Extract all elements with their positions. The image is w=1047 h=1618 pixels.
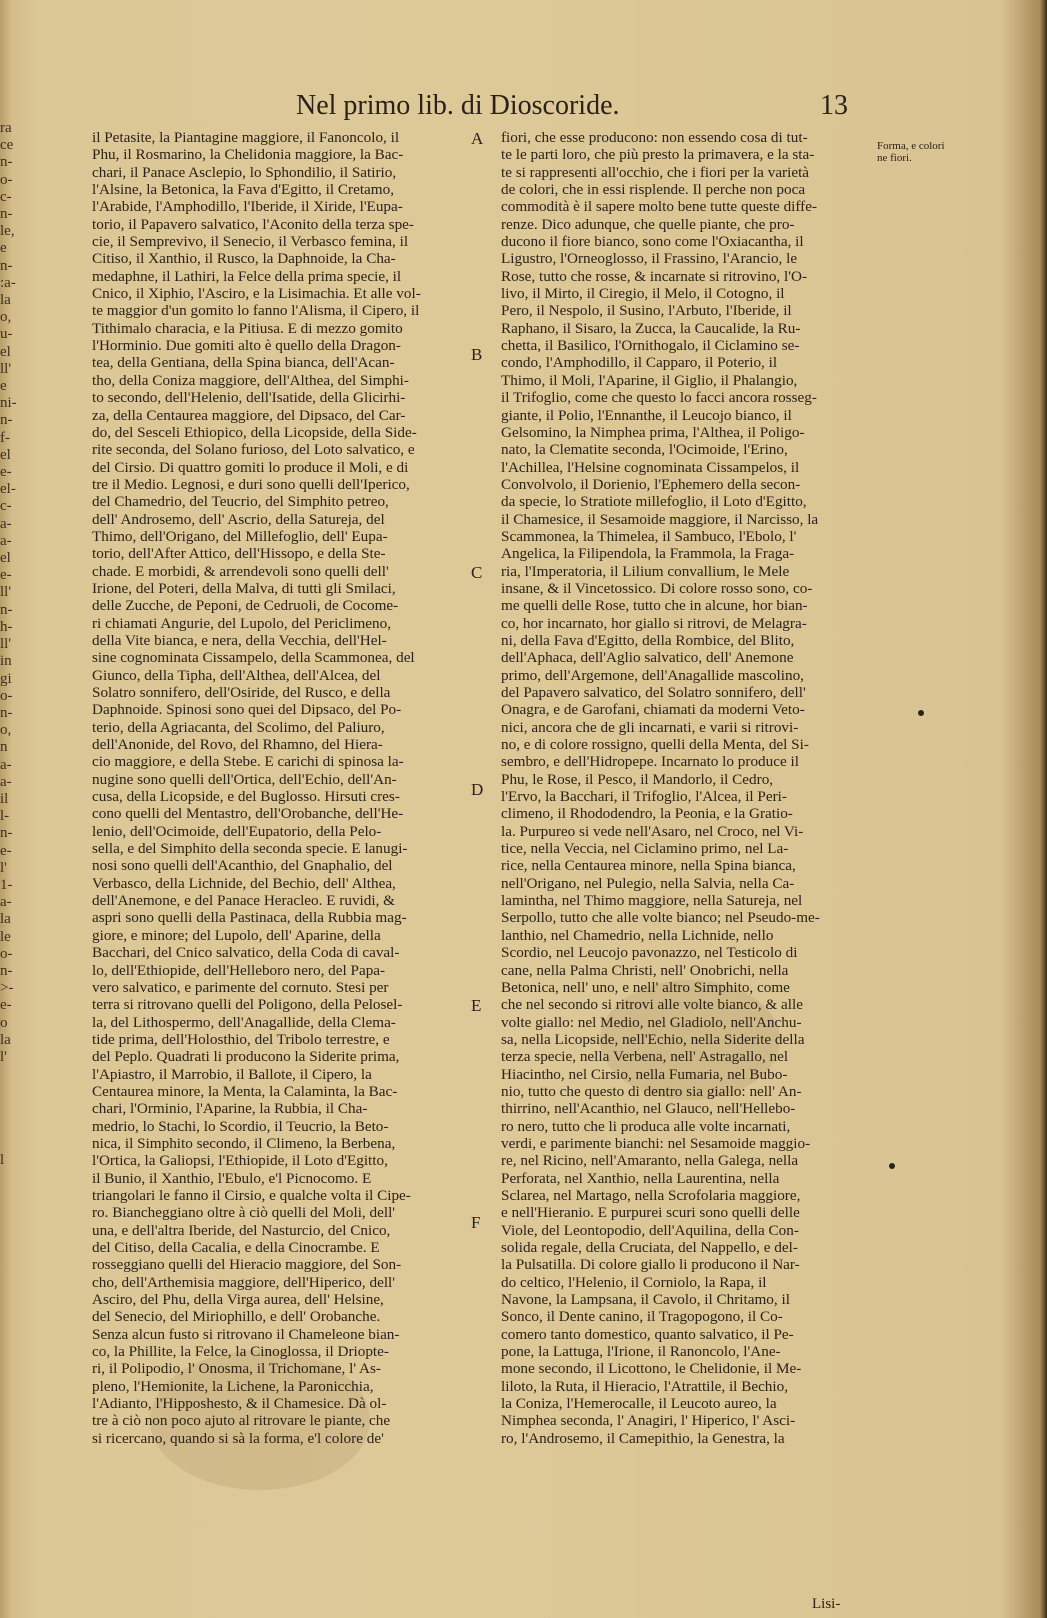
marginal-note: Forma, e colori ne fiori. xyxy=(877,140,945,164)
left-column-text: il Petasite, la Piantagine maggiore, il Fanoncolo, il Phu, il Rosmarino, la Chelidonia maggiore, la Bac- chari, il Panace Asclepio, lo Sphondilio, il Satirio, l'Alsine, la Betonica, la Fava d'Egitto, il Cretamo, l'Arabide, l'Amphodillo, l'Iberide, il Xiride, l'Eupa- torio, il Papavero salvatico, l'Aconito della terza spe- cie, il Semprevivo, il Senecio, il Verbasco femina, il Citiso, il Xanthio, il Rusco, la Daphnoide, la Cha- medaphne, il Lathiri, la Felce della prima specie, il Cnico, il Xiphio, l'Asciro, e la Lisimachia. Et alle vol- te maggior d'un gomito lo fanno l'Alisma, il Cipero, il Tithimalo characia, e la Pitiusa. E di mezzo gomito l'Horminio. Due gomiti alto è quello della Dragon- tea, della Gentiana, della Spina bianca, dell'Acan- tho, della Coniza maggiore, dell'Althea, del Simphi- to secondo, dell'Helenio, dell'Isatide, della Glicirhi- za, della Centaurea maggiore, del Dipsaco, del Car- do, del Sesceli Ethiopico, della Licopside, della Side- rite seconda, del Solano furioso, del Loto salvatico, e del Cirsio. Di quattro gomiti lo produce il Moli, e di tre il Medio. Legnosi, e duri sono quelli dell'Iperico, del Chamedrio, del Teucrio, del Simphito petreo, dell' Androsemo, dell' Ascrio, della Satureja, del Thimo, dell'Origano, del Millefoglio, dell' Eupa- torio, dell'After Attico, dell'Hissopo, e della Ste- chade. E morbidi, & arrendevoli sono quelli dell' Irione, del Poteri, della Malva, di tutti gli Smilaci, delle Zucche, de Peponi, de Cedruoli, de Cocome- ri chiamati Angurie, del Lupolo, del Periclimeno, della Vite bianca, e nera, della Vecchia, dell'Hel- sine cognominata Cissampelo, della Scammonea, del Giunco, della Tipha, dell'Althea, dell'Alcea, del Solatro sonnifero, dell'Osiride, del Rusco, e della Daphnoide. Spinosi sono quei del Dipsaco, del Po- terio, della Agriacanta, del Scolimo, del Paliuro, dell'Anonide, del Rovo, del Rhamno, del Hiera- cio maggiore, e della Stebe. E carichi di spinosa la- nugine sono quelli dell'Ortica, dell'Echio, dell'An- cusa, della Licopside, e del Buglosso. Hirsuti cres- cono quelli del Mentastro, dell'Orobanche, dell'He- lenio, dell'Ocimoide, dell'Eupatorio, della Pelo- sella, e del Simphito della seconda specie. E lanugi- nosi sono quelli dell'Acanthio, del Gnaphalio, del Verbasco, della Lichnide, del Bechio, dell' Althea, dell'Anemone, e del Panace Heracleo. E ruvidi, & aspri sono quelli della Pastinaca, della Rubbia mag- giore, e minore; del Lupolo, dell' Aparine, della Bacchari, del Cnico salvatico, della Coda di caval- lo, dell'Ethiopide, dell'Helleboro nero, del Papa- vero salvatico, e parimente del cornuto. Stesi per terra si ritrovano quelli del Poligono, della Pelosel- la, del Lithospermo, dell'Anagallide, della Clema- tide prima, dell'Holosthio, del Tribolo terrestre, e del Peplo. Quadrati li producono la Siderite prima, l'Apiastro, il Marrobio, il Ballote, il Cipero, la Centaurea minore, la Menta, la Calaminta, la Bac- chari, l'Orminio, l'Aparine, la Rubbia, il Cha- medrio, lo Stachi, lo Scordio, il Teucrio, la Beto- nica, il Simphito secondo, il Climeno, la Berbena, l'Ortica, la Galiopsi, l'Ethiopide, il Loto d'Egitto, il Bunio, il Xanthio, l'Ebulo, e'l Picnocomo. E triangolari le fanno il Cirsio, e qualche volta il Cipe- ro. Biancheggiano oltre à ciò quelli del Moli, dell' una, e dell'altra Iberide, del Nasturcio, del Cnico, del Citiso, della Cacalia, e della Cinocrambe. E rosseggiano quelli del Hieracio maggiore, del Son- cho, dell'Arthemisia maggiore, dell'Hiperico, dell' Asciro, del Phu, della Virga aurea, dell' Helsine, del Senecio, del Miriophillo, e dell' Orobanche. Senza alcun fusto si ritrovano il Chameleone bian- co, la Phillite, la Felce, la Cinoglossa, il Driopte- ri, il Polipodio, l' Onosma, il Trichomane, l' As- pleno, l'Hemionite, la Lichene, la Paronicchia, l'Adianto, l'Hipposhesto, & il Chamesice. Dà ol- tre à ciò non poco ajuto al ritrovare le piante, che si ricercano, quando si sà la forma, e'l colore de' xyxy=(92,129,421,1447)
section-letter-f: F xyxy=(471,1213,481,1232)
section-letter-b: B xyxy=(471,345,483,364)
right-column xyxy=(501,129,875,1549)
page-number: 13 xyxy=(820,90,848,121)
section-letter-c: C xyxy=(471,563,483,582)
ink-dot xyxy=(889,1163,895,1169)
catchword: Lisi- xyxy=(812,1596,841,1612)
page-title: Nel primo lib. di Dioscoride. xyxy=(296,90,620,121)
section-letter-d: D xyxy=(471,780,484,799)
left-column xyxy=(92,129,463,1549)
right-column-text: fiori, che esse producono: non essendo cosa di tut- te le parti loro, che più presto la primavera, e la sta- te si rappresenti all'occhio, che i fiori per la varietà de colori, che in essi risplende. Il perche non poca commodità è il sapere molto bene tutte queste diffe- renze. Dico adunque, che quelle piante, che pro- ducono il fiore bianco, sono come l'Oxiacantha, il Ligustro, l'Orneoglosso, il Frassino, l'Arancio, le Rose, tutto che rosse, & incarnate si ritrovino, l'O- livo, il Mirto, il Ciregio, il Melo, il Cotogno, il Pero, il Nespolo, il Susino, l'Arbuto, l'Iberide, il Raphano, il Sisaro, la Zucca, la Caucalide, la Ru- chetta, il Basilico, l'Ornithogalo, il Ciclamino se- condo, l'Amphodillo, il Capparo, il Poterio, il Thimo, il Moli, l'Aparine, il Giglio, il Phalangio, il Trifoglio, come che questo lo facci ancora rosseg- giante, il Polio, l'Ennanthe, il Leucojo bianco, il Gelsomino, la Nimphea prima, l'Althea, il Poligo- nato, la Clematite seconda, l'Ocimoide, l'Erino, l'Achillea, l'Helsine cognominata Cissampelos, il Convolvolo, il Dorienio, l'Ephemero della secon- da specie, lo Stratiote millefoglio, il Loto d'Egitto, il Chamesice, il Sesamoide maggiore, il Narcisso, la Scammonea, la Thimelea, il Sambuco, l'Ebolo, l' Angelica, la Filipendola, la Frammola, la Fraga- ria, l'Imperatoria, il Lilium convallium, le Mele insane, & il Vincetossico. Di colore rosso sono, co- me quelli delle Rose, tutto che in alcune, hor bian- co, hor incarnato, hor giallo si ritrovi, de Melagra- ni, della Fava d'Egitto, della Rombice, del Blito, dell'Aphaca, dell'Aglio salvatico, dell' Anemone primo, dell'Argemone, dell'Anagallide mascolino, del Papavero salvatico, del Solatro sonnifero, dell' Onagra, e de Garofani, chiamati da moderni Veto- nici, ancora che de gli incarnati, e varii si ritrovi- no, e di colore rossigno, quelli della Menta, del Si- sembro, e dell'Hidropepe. Incarnato lo produce il Phu, le Rose, il Pesco, il Mandorlo, il Cedro, l'Ervo, la Bacchari, il Trifoglio, l'Alcea, il Peri- climeno, il Rhododendro, la Peonia, e la Gratio- la. Purpureo si vede nell'Asaro, nel Croco, nel Vi- tice, nella Veccia, nel Ciclamino primo, nel La- rice, nella Centaurea minore, nella Spina bianca, nell'Origano, nel Pulegio, nella Salvia, nella Ca- lamintha, nel Thimo maggiore, nella Satureja, nel Serpollo, tutto che alle volte bianco; nel Pseudo-me- lanthio, nel Chamedrio, nella Lichnide, nello Scordio, nel Leucojo pavonazzo, nel Testicolo di cane, nella Palma Christi, nell' Onobrichi, nella Betonica, nell' uno, e nell' altro Simphito, come che nel secondo si ritrovi alle volte bianco, & alle volte giallo: nel Medio, nel Gladiolo, nell'Anchu- sa, nella Licopside, nell'Echio, nella Siderite della terza specie, nella Verbena, nell' Astragallo, nel Hiacintho, nel Cirsio, nella Fumaria, nel Bubo- nio, tutto che questo di dentro sia giallo: nell' An- thirrino, nell'Acanthio, nel Glauco, nell'Hellebo- ro nero, tutto che li produca alle volte incarnati, verdi, e parimente bianchi: nel Sesamoide maggio- re, nel Ricino, nell'Amaranto, nella Galega, nella Perforata, nel Xanthio, nella Laurentina, nella Sclarea, nel Martago, nella Scrofolaria maggiore, e nell'Hieranio. E purpurei scuri sono quelli delle Viole, del Leontopodio, dell'Aquilina, della Con- solida regale, della Cruciata, del Nappello, e del- la Pulsatilla. Di colore giallo li producono il Nar- do celtico, l'Helenio, il Corniolo, la Rapa, il Navone, la Lampsana, il Cavolo, il Chritamo, il Sonco, il Dente canino, il Tragopogono, il Co- comero tanto domestico, quanto salvatico, il Pe- pone, la Lattuga, l'Irione, il Ranoncolo, l'Ane- mone secondo, il Licottono, le Chelidonie, il Me- liloto, la Ruta, il Hieracio, l'Atrattile, il Bechio, la Coniza, l'Hemerocalle, il Leucoto aureo, la Nimphea seconda, l' Anagiri, l' Hiperico, l' Asci- ro, l'Androsemo, il Camepithio, la Genestra, la xyxy=(501,129,820,1447)
section-letter-a: A xyxy=(471,129,484,148)
ink-dot xyxy=(918,710,924,716)
facing-page-fragments: ra ce n- o- c- n- le, e n- :a- la o, u- el ll' e ni- n- f- el e- el- c- a- a- el e- ll' n- h- ll' in gi o- n- o, n a- a- il l- n- e- l' 1- a- la le o- n- >- e- o la l' l xyxy=(0,120,17,1169)
section-letter-e: E xyxy=(471,996,482,1015)
